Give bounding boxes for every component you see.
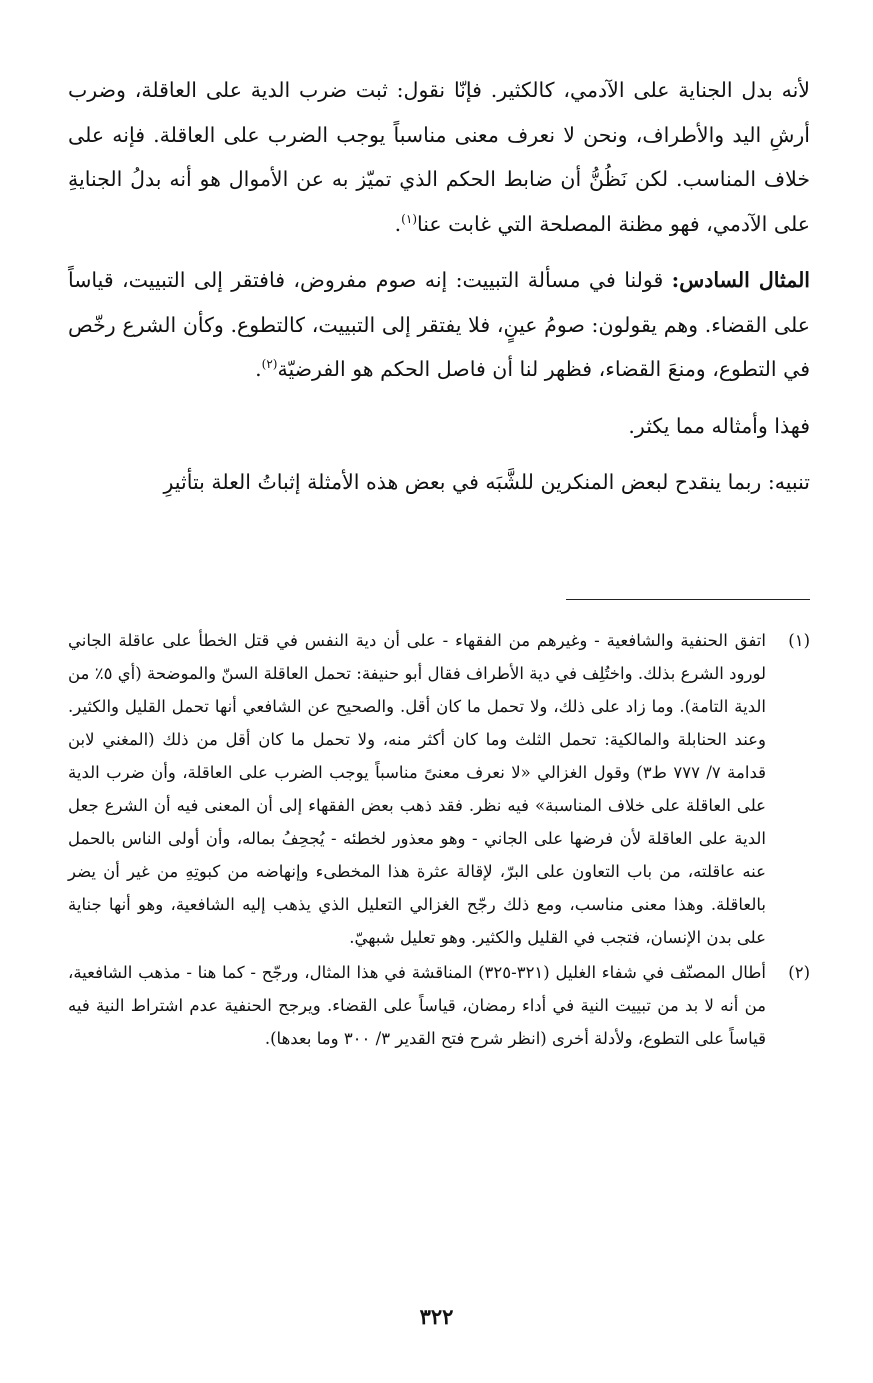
footnote-divider: [566, 599, 810, 600]
paragraph-1: [68, 68, 810, 246]
paragraph-1-text: لأنه بدل الجناية على الآدمي، كالكثير. فإنّا نقول: ثبت ضرب الدية على العاقلة، وضرب أرشِ اليد والأطراف، ونحن لا نعرف معنى مناسباً يوجب الضرب على العاقلة. فإنه على خلاف المناسب. لكن نَظُنُّ أن ضابط الحكم الذي تميّز به عن الأموال هو أنه بدلُ الجنايةِ على الآدمي، فهو مظنة المصلحة التي غابت عنا: [68, 78, 810, 236]
footnotes: [68, 624, 810, 1057]
footnote-text: اتفق الحنفية والشافعية - وغيرهم من الفقهاء - على أن دية النفس في قتل الخطأ على عاقلة الجاني لورود الشرع بذلك. واختُلِف في دية الأطراف فقال أبو حنيفة: تحمل العاقلة السنّ والموضحة (أي ٥٪ من الدية التامة). وما زاد على ذلك، ولا تحمل ما كان أقل. والصحيح عن الشافعي أنها تحمل القليل والكثير. وعند الحنابلة والمالكية: تحمل الثلث وما كان أكثر منه، ولا تحمل ما كان أقل من ذلك (المغني لابن قدامة ٧/ ٧٧٧ ط٣) وقول الغزالي «لا نعرف معنىً مناسباً يوجب الضرب على العاقلة، وأن ضرب الدية على العاقلة على خلاف المناسبة» فيه نظر. فقد ذهب بعض الفقهاء إلى أن المعنى فيه أن الشرع جعل الدية على العاقلة لأن فرضها على الجاني - وهو معذور لخطئه - يُجحِفُ بماله، وأن أولى الناس بالحمل عنه عاقلته، من باب التعاون على البرّ، لإقالة عثرة هذا المخطىء وإنهاضه من كبوتِهِ من غير أن يضر بالعاقلة. وهذا معنى مناسب، ومع ذلك رجّح الغزالي التعليل الذي يذهب إليه الشافعية، وهو أنها جناية على بدن الإنسان، فتجب في القليل والكثير. وهو تعليل شبهيّ.: [68, 631, 766, 947]
footnote-number: (٢): [788, 963, 810, 982]
page-number: ٣٢٢: [419, 1304, 454, 1329]
paragraph-1-end: .: [394, 211, 402, 236]
paragraph-2: [68, 258, 810, 392]
paragraph-3: فهذا وأمثاله مما يكثر.: [628, 413, 810, 438]
main-text: [68, 68, 810, 517]
footnote-text: أطال المصنّف في شفاء الغليل (٣٢١-٣٢٥) المناقشة في هذا المثال، ورجّح - كما هنا - مذهب الشافعية، من أنه لا بد من تبييت النية في أداء رمضان، قياساً على القضاء. ويرجح الحنفية عدم اشتراط النية فيه قياساً على التطوع، ولأدلة أخرى (انظر شرح فتح القدير ٣/ ٣٠٠ وما بعدها).: [68, 963, 766, 1048]
footnote-2: [68, 956, 810, 1055]
footnote-ref-1[interactable]: (١): [401, 211, 417, 226]
paragraph-2-text: قولنا في مسألة التبييت: إنه صوم مفروض، فافتقر إلى التبييت، قياساً على القضاء. وهم يقولون: صومُ عينٍ، فلا يفتقر إلى التبييت، كالتطوع. وكأن الشرع رخّص في التطوع، ومنعَ القضاء، فظهر لنا أن فاصل الحكم هو الفرضيّة: [68, 268, 810, 381]
footnote-1: [68, 624, 810, 954]
paragraph-4-note: تنبيه: ربما ينقدح لبعض المنكرين للشَّبَه في بعض هذه الأمثلة إثباتُ العلة بتأثيرِ: [163, 470, 810, 494]
example-six-heading: المثال السادس:: [671, 268, 811, 292]
footnote-ref-2[interactable]: (٢): [261, 357, 278, 372]
footnote-number: (١): [788, 631, 810, 650]
paragraph-2-end: .: [255, 357, 262, 381]
